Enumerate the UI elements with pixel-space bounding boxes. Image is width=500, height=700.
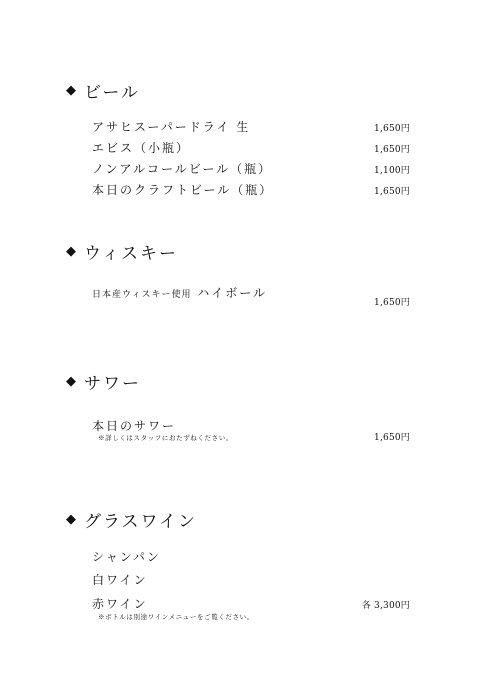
menu-item-price: 1,650円	[374, 298, 410, 308]
menu-item-price: 1,650円	[374, 187, 410, 197]
diamond-bullet-icon: ◆	[66, 374, 78, 389]
diamond-bullet-icon: ◆	[66, 244, 78, 259]
section-title-label: ビール	[84, 83, 140, 103]
menu-item-name-prefix: 日本産ウィスキー使用	[92, 290, 192, 300]
menu-item-todays-sour: 本日のサワー	[92, 419, 177, 433]
menu-item-red-wine: 赤ワイン	[92, 597, 148, 611]
menu-item-craft-beer: 本日のクラフトビール（瓶）	[92, 183, 274, 197]
section-title-whisky	[66, 239, 178, 264]
menu-item-note: ※ボトルは別途ワインメニューをご覧ください。	[98, 613, 254, 621]
section-title-sour	[66, 369, 141, 394]
menu-item-price: 1,650円	[374, 124, 410, 134]
menu-item-non-alcohol-beer: ノンアルコールビール（瓶）	[92, 162, 273, 176]
section-title-label: サワー	[84, 374, 141, 394]
menu-item-price: 1,650円	[374, 145, 410, 155]
menu-item-name: ハイボール	[197, 286, 268, 300]
menu-item-highball	[92, 284, 267, 301]
menu-item-price: 1,650円	[374, 433, 410, 443]
diamond-bullet-icon: ◆	[66, 83, 78, 98]
menu-item-white-wine: 白ワイン	[92, 573, 148, 587]
section-title-glass-wine	[66, 507, 197, 532]
menu-item-champagne: シャンパン	[92, 550, 161, 564]
menu-item-note: ※詳しくはスタッフにおたずねください。	[98, 434, 233, 442]
menu-item-yebisu: エビス（小瓶）	[92, 141, 191, 155]
section-title-label: グラスワイン	[84, 512, 197, 532]
section-title-label: ウィスキー	[84, 244, 178, 264]
menu-item-asahi-super-dry: アサヒスーパードライ 生	[92, 120, 251, 134]
section-title-beer	[66, 78, 140, 103]
diamond-bullet-icon: ◆	[66, 512, 78, 527]
menu-item-price: 1,100円	[374, 166, 410, 176]
menu-item-price: 各 3,300円	[361, 601, 410, 611]
